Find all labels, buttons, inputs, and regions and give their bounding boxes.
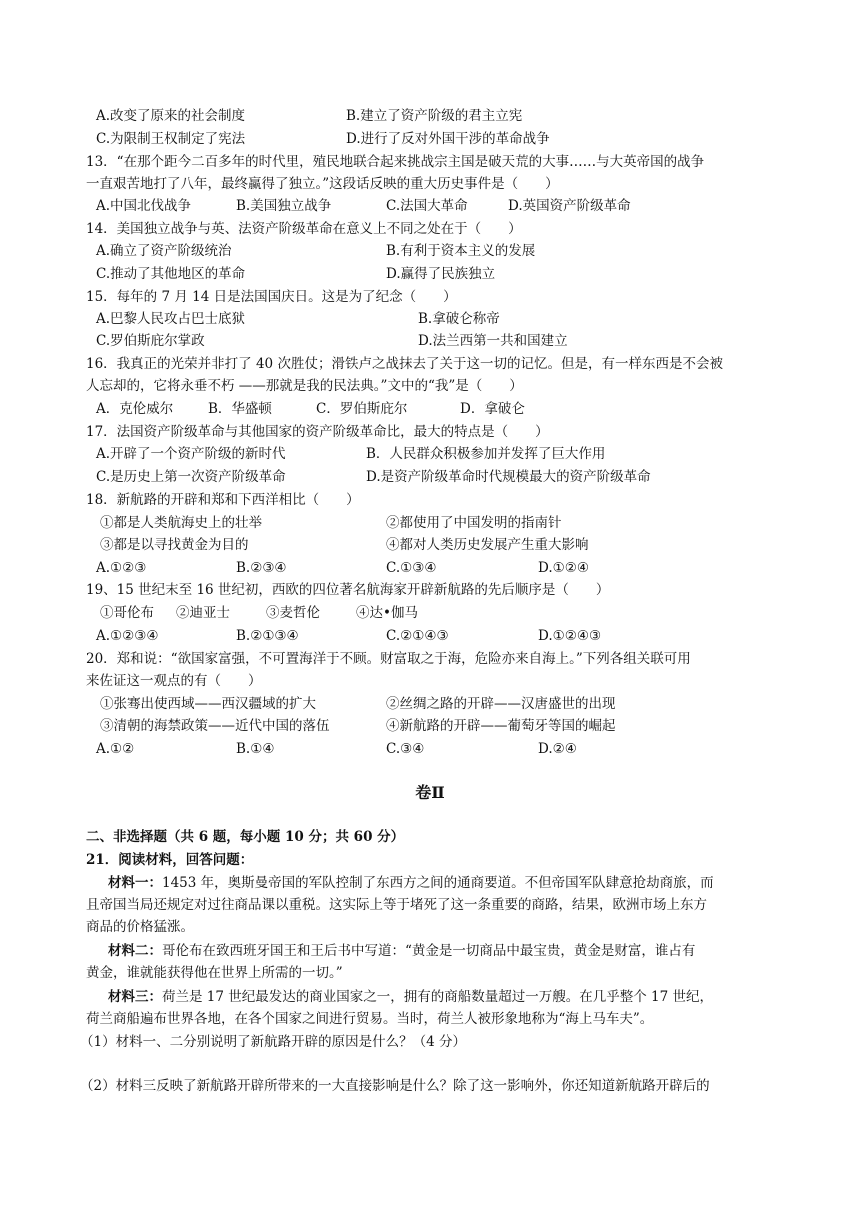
question-stem: 15．每年的 7 月 14 日是法国国庆日。这是为了纪念（ ） <box>86 289 457 305</box>
option-b: B.②③④ <box>236 560 287 576</box>
question-stem: 14．美国独立战争与英、法资产阶级革命在意义上不同之处在于（ ） <box>86 221 522 237</box>
statement-item: ②都使用了中国发明的指南针 <box>386 515 562 531</box>
option-a: A．克伦威尔 <box>96 401 174 417</box>
material-text: 哥伦布在致西班牙国王和王后书中写道：“黄金是一切商品中最宝贵，黄金是财富，谁占有 <box>162 943 696 959</box>
statement-item: ④新航路的开辟——葡萄牙等国的崛起 <box>386 718 616 734</box>
option-b: B.美国独立战争 <box>236 198 332 214</box>
option-d: D.①②④③ <box>538 628 602 644</box>
option-b: B．华盛顿 <box>208 401 272 417</box>
option-d: D.②④ <box>538 741 577 757</box>
option-d: D.法兰西第一共和国建立 <box>418 333 568 349</box>
option-b: B.①④ <box>236 741 275 757</box>
option-b: B.拿破仑称帝 <box>418 311 500 327</box>
option-b: B.有利于资本主义的发展 <box>386 243 536 259</box>
option-c: C.②①④③ <box>386 628 449 644</box>
statement-item: ②迪亚士 <box>176 605 230 621</box>
option-c: C.法国大革命 <box>386 198 468 214</box>
question-stem: 来佐证这一观点的有（ ） <box>86 673 262 689</box>
statement-item: ③都是以寻找黄金为目的 <box>100 537 249 553</box>
option-d: D．拿破仑 <box>460 401 525 417</box>
question-stem: 13．“在那个距今二百多年的时代里，殖民地联合起来挑战宗主国是破天荒的大事……与大英帝国的战争 <box>86 154 705 170</box>
material-text: 商品的价格猛涨。 <box>86 919 194 935</box>
option-b: B.建立了资产阶级的君主立宪 <box>346 108 523 124</box>
material-line <box>108 873 714 893</box>
option-a: A.①② <box>96 741 135 757</box>
option-d: D.赢得了民族独立 <box>386 266 496 282</box>
statement-item: ③麦哲伦 <box>266 605 320 621</box>
material-label: 材料三： <box>108 989 162 1005</box>
option-c: C.③④ <box>386 741 425 757</box>
statement-item: ②丝绸之路的开辟——汉唐盛世的出现 <box>386 696 616 712</box>
statement-item: ①哥伦布 <box>100 605 154 621</box>
question-stem: 一直艰苦地打了八年，最终赢得了独立。”这段话反映的重大历史事件是（ ） <box>86 176 559 192</box>
question-stem: 16．我真正的光荣并非打了 40 次胜仗；滑铁卢之战抹去了关于这一切的记忆。但是，有一样东西是不会被 <box>86 356 723 372</box>
option-c: C.①③④ <box>386 560 437 576</box>
option-a: A.①②③ <box>96 560 147 576</box>
material-line <box>108 941 695 961</box>
question-stem: 17．法国资产阶级革命与其他国家的资产阶级革命比，最大的特点是（ ） <box>86 424 549 440</box>
material-line <box>108 987 713 1007</box>
statement-item: ④达•伽马 <box>356 605 418 621</box>
statement-item: ③清朝的海禁政策——近代中国的落伍 <box>100 718 330 734</box>
option-a: A.中国北伐战争 <box>96 198 192 214</box>
material-label: 材料二： <box>108 943 162 959</box>
question-stem: 20．郑和说：“欲国家富强，不可置海洋于不顾。财富取之于海，危险亦来自海上。”下列各组关联可用 <box>86 651 691 667</box>
option-d: D.英国资产阶级革命 <box>508 198 631 214</box>
option-c: C.罗伯斯庇尔掌政 <box>96 333 205 349</box>
material-text: 荷兰是 17 世纪最发达的商业国家之一，拥有的商船数量超过一万艘。在几乎整个 17 世纪， <box>162 989 714 1005</box>
option-a: A.开辟了一个资产阶级的新时代 <box>96 446 286 462</box>
option-a: A.改变了原来的社会制度 <box>96 108 246 124</box>
material-text: 黄金，谁就能获得他在世界上所需的一切。” <box>86 965 343 981</box>
material-text: 且帝国当局还规定对过往商品课以重税。这实际上等于堵死了这一条重要的商路，结果，欧洲市场上东方 <box>86 897 707 913</box>
material-text: 1453 年，奥斯曼帝国的军队控制了东西方之间的通商要道。不但帝国军队肆意抢劫商旅，而 <box>162 875 714 891</box>
question-stem: 21．阅读材料，回答问题： <box>86 852 254 868</box>
option-b: B．人民群众积极参加并发挥了巨大作用 <box>366 446 606 462</box>
statement-item: ①张骞出使西域——西汉疆域的扩大 <box>100 696 316 712</box>
option-c: C.是历史上第一次资产阶级革命 <box>96 469 286 485</box>
option-d: D.进行了反对外国干涉的革命战争 <box>346 131 550 147</box>
option-a: A.确立了资产阶级统治 <box>96 243 232 259</box>
question-stem: 人忘却的，它将永垂不朽 ——那就是我的民法典。”文中的“我”是（ ） <box>86 378 523 394</box>
option-c: C．罗伯斯庇尔 <box>316 401 408 417</box>
option-b: B.②①③④ <box>236 628 299 644</box>
statement-item: ①都是人类航海史上的壮举 <box>100 515 262 531</box>
material-label: 材料一： <box>108 875 162 891</box>
sub-question: （1）材料一、二分别说明了新航路开辟的原因是什么？（4 分） <box>80 1034 466 1050</box>
material-text: 荷兰商船遍布世界各地，在各个国家之间进行贸易。当时，荷兰人被形象地称为“海上马车夫”。 <box>86 1011 654 1027</box>
question-stem: 18．新航路的开辟和郑和下西洋相比（ ） <box>86 492 360 508</box>
option-c: C.为限制王权制定了宪法 <box>96 131 246 147</box>
question-stem: 19、15 世纪末至 16 世纪初，西欧的四位著名航海家开辟新航路的先后顺序是（ ） <box>86 582 610 598</box>
section-title: 卷Ⅱ <box>415 783 445 802</box>
option-d: D.①②④ <box>538 560 589 576</box>
sub-question: （2）材料三反映了新航路开辟所带来的一大直接影响是什么？除了这一影响外，你还知道新航路开辟后的 <box>80 1078 710 1094</box>
option-c: C.推动了其他地区的革命 <box>96 266 246 282</box>
option-a: A.①②③④ <box>96 628 159 644</box>
option-d: D.是资产阶级革命时代规模最大的资产阶级革命 <box>366 469 651 485</box>
part2-heading: 二、非选择题（共 6 题，每小题 10 分；共 60 分） <box>86 829 405 845</box>
option-a: A.巴黎人民攻占巴士底狱 <box>96 311 246 327</box>
statement-item: ④都对人类历史发展产生重大影响 <box>386 537 589 553</box>
